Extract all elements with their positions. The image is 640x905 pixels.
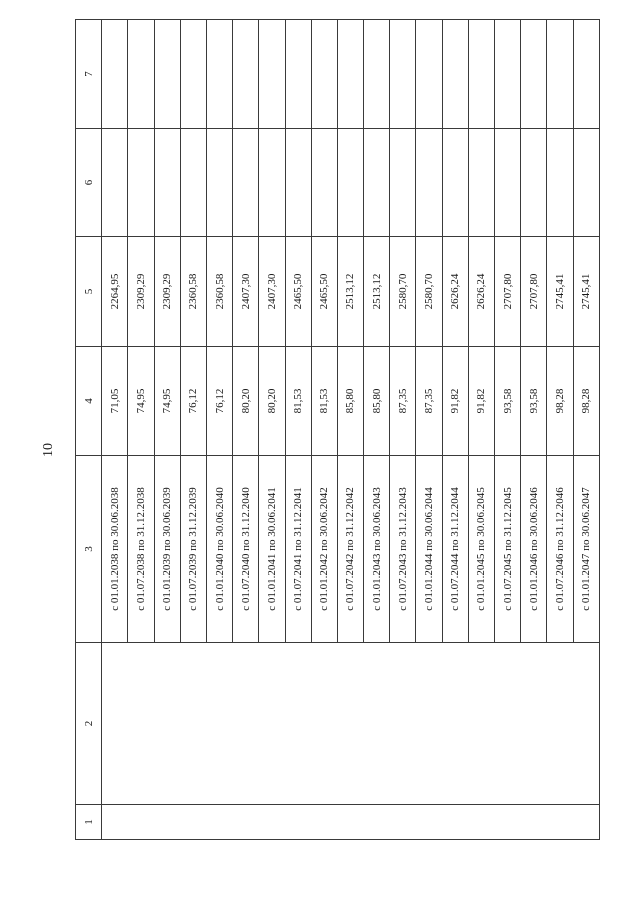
value-col5-cell: 2465,50 — [311, 237, 337, 347]
value-col5-cell: 2707,80 — [495, 237, 521, 347]
value-col4-cell: 91,82 — [468, 347, 494, 456]
value-col5-cell: 2309,29 — [128, 237, 154, 347]
period-cell: с 01.01.2045 по 30.06.2045 — [468, 456, 494, 643]
column-number-row — [76, 20, 102, 840]
value-col6-cell — [233, 129, 259, 237]
name-cell — [102, 643, 600, 805]
period-cell: с 01.01.2039 по 30.06.2039 — [154, 456, 180, 643]
value-col4-cell: 87,35 — [416, 347, 442, 456]
period-cell: с 01.01.2047 по 30.06.2047 — [573, 456, 599, 643]
value-col6-cell — [495, 129, 521, 237]
value-col4-cell: 98,28 — [547, 347, 573, 456]
value-col6-cell — [390, 129, 416, 237]
period-cell: с 01.01.2044 по 30.06.2044 — [416, 456, 442, 643]
period-cell: с 01.07.2043 по 31.12.2043 — [390, 456, 416, 643]
value-col6-cell — [102, 129, 128, 237]
value-col5-cell: 2309,29 — [154, 237, 180, 347]
value-col6-cell — [364, 129, 390, 237]
value-col7-cell — [102, 20, 128, 129]
period-cell: с 01.01.2040 по 30.06.2040 — [206, 456, 232, 643]
value-col4-cell: 91,82 — [442, 347, 468, 456]
value-col5-cell: 2626,24 — [442, 237, 468, 347]
value-col5-cell: 2465,50 — [285, 237, 311, 347]
value-col7-cell — [259, 20, 285, 129]
value-col5-cell: 2580,70 — [390, 237, 416, 347]
value-col5-cell: 2745,41 — [573, 237, 599, 347]
column-header-4: 4 — [76, 347, 102, 456]
column-header-6: 6 — [76, 129, 102, 237]
value-col7-cell — [206, 20, 232, 129]
value-col7-cell — [180, 20, 206, 129]
period-cell: с 01.07.2044 по 31.12.2044 — [442, 456, 468, 643]
value-col4-cell: 85,80 — [337, 347, 363, 456]
value-col5-cell: 2360,58 — [206, 237, 232, 347]
value-col5-cell: 2264,95 — [102, 237, 128, 347]
period-cell: с 01.07.2039 по 31.12.2039 — [180, 456, 206, 643]
value-col6-cell — [468, 129, 494, 237]
value-col4-cell: 87,35 — [390, 347, 416, 456]
tariff-table-container — [75, 20, 600, 840]
value-col4-cell: 80,20 — [259, 347, 285, 456]
period-cell: с 01.07.2046 по 31.12.2046 — [547, 456, 573, 643]
value-col6-cell — [573, 129, 599, 237]
value-col6-cell — [154, 129, 180, 237]
value-col7-cell — [416, 20, 442, 129]
value-col4-cell: 80,20 — [233, 347, 259, 456]
value-col4-cell: 74,95 — [154, 347, 180, 456]
value-col6-cell — [521, 129, 547, 237]
value-col6-cell — [311, 129, 337, 237]
column-header-5: 5 — [76, 237, 102, 347]
value-col4-cell: 81,53 — [311, 347, 337, 456]
column-header-1: 1 — [76, 805, 102, 840]
value-col5-cell: 2580,70 — [416, 237, 442, 347]
value-col5-cell: 2360,58 — [180, 237, 206, 347]
value-col6-cell — [206, 129, 232, 237]
period-cell: с 01.01.2043 по 30.06.2043 — [364, 456, 390, 643]
value-col6-cell — [285, 129, 311, 237]
row-number-cell — [102, 805, 600, 840]
value-col4-cell: 76,12 — [206, 347, 232, 456]
column-header-3: 3 — [76, 456, 102, 643]
value-col5-cell: 2407,30 — [259, 237, 285, 347]
value-col6-cell — [416, 129, 442, 237]
value-col7-cell — [442, 20, 468, 129]
value-col5-cell: 2513,12 — [337, 237, 363, 347]
column-header-7: 7 — [76, 20, 102, 129]
value-col7-cell — [311, 20, 337, 129]
value-col4-cell: 81,53 — [285, 347, 311, 456]
value-col7-cell — [521, 20, 547, 129]
tariff-table — [75, 19, 600, 840]
value-col6-cell — [128, 129, 154, 237]
value-col4-cell: 98,28 — [573, 347, 599, 456]
value-col5-cell: 2745,41 — [547, 237, 573, 347]
value-col5-cell: 2513,12 — [364, 237, 390, 347]
value-col6-cell — [180, 129, 206, 237]
value-col4-cell: 93,58 — [495, 347, 521, 456]
value-col4-cell: 93,58 — [521, 347, 547, 456]
value-col6-cell — [259, 129, 285, 237]
value-col4-cell: 85,80 — [364, 347, 390, 456]
value-col5-cell: 2626,24 — [468, 237, 494, 347]
page-number: 10 — [41, 443, 56, 457]
period-cell: с 01.07.2042 по 31.12.2042 — [337, 456, 363, 643]
value-col7-cell — [390, 20, 416, 129]
value-col7-cell — [547, 20, 573, 129]
period-cell: с 01.07.2045 по 31.12.2045 — [495, 456, 521, 643]
value-col7-cell — [337, 20, 363, 129]
value-col4-cell: 74,95 — [128, 347, 154, 456]
value-col4-cell: 76,12 — [180, 347, 206, 456]
period-cell: с 01.07.2040 по 31.12.2040 — [233, 456, 259, 643]
period-cell: с 01.01.2042 по 30.06.2042 — [311, 456, 337, 643]
value-col7-cell — [364, 20, 390, 129]
value-col6-cell — [337, 129, 363, 237]
value-col6-cell — [547, 129, 573, 237]
column-header-2: 2 — [76, 643, 102, 805]
value-col7-cell — [573, 20, 599, 129]
period-cell: с 01.01.2046 по 30.06.2046 — [521, 456, 547, 643]
value-col7-cell — [233, 20, 259, 129]
value-col6-cell — [442, 129, 468, 237]
period-cell: с 01.07.2041 по 31.12.2041 — [285, 456, 311, 643]
period-cell: с 01.01.2038 по 30.06.2038 — [102, 456, 128, 643]
value-col5-cell: 2707,80 — [521, 237, 547, 347]
value-col7-cell — [128, 20, 154, 129]
value-col7-cell — [285, 20, 311, 129]
value-col5-cell: 2407,30 — [233, 237, 259, 347]
value-col7-cell — [468, 20, 494, 129]
value-col4-cell: 71,05 — [102, 347, 128, 456]
value-col7-cell — [154, 20, 180, 129]
value-col7-cell — [495, 20, 521, 129]
period-cell: с 01.07.2038 по 31.12.2038 — [128, 456, 154, 643]
table-row — [102, 20, 128, 840]
period-cell: с 01.01.2041 по 30.06.2041 — [259, 456, 285, 643]
